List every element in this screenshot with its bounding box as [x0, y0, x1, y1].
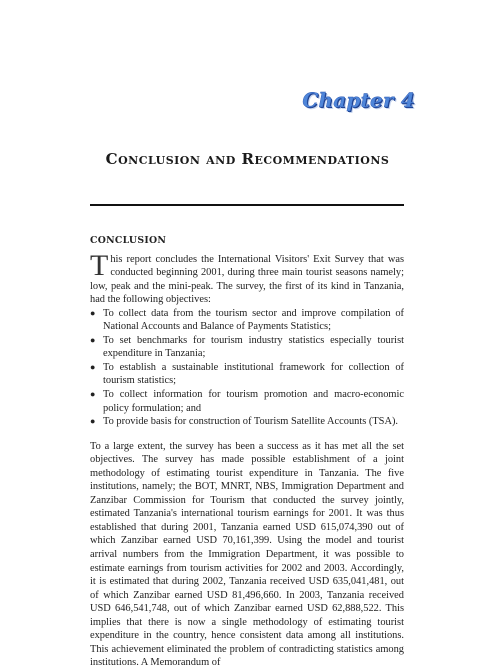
objective-text: To collect information for tourism promotion and macro-economic policy formulation; and	[103, 389, 404, 414]
objective-item	[90, 415, 404, 429]
bullet-icon: ●	[90, 416, 96, 427]
bullet-icon: ●	[90, 361, 96, 372]
body-paragraph: To a large extent, the survey has been a success as it has met all the set objectives. The survey has made possible establishment of a joint methodology of estimating tourist expenditure in Tanzania. The five institutions, namely; the BOT, MNRT, NBS, Immigration Department and Zanzibar Commission for Tourism that conducted the survey jointly, estimated Tanzania's international tourism earnings for 2001. It was thus established that during 2001, Tanzania earned USD 615,074,390 out of which Zanzibar earned USD 70,161,399. Using the model and tourist arrival numbers from the Immigration Department, it was possible to estimate earnings from tourism activities for 2002 and 2003. Accordingly, it is estimated that during 2002, Tanzania received USD 635,041,481, out of which Zanzibar earned USD 81,496,660. In 2003, Tanzania received USD 646,541,748, out of which Zanzibar earned USD 62,888,522. This implies that there is now a single methodology of estimating tourist expenditure in the country, hence consistent data among all institutions. This achievement eliminated the problem of contradicting statistics among institutions. A Memorandum of	[90, 440, 404, 669]
intro-text: his report concludes the International Visitors' Exit Survey that was conducted beginning 2001, during three main tourist seasons namely; low, peak and the mini-peak. The survey, the first of its kind in Tanzania, had the following objectives:	[90, 253, 404, 306]
title-divider	[90, 204, 404, 206]
objective-item	[90, 307, 404, 334]
objective-text: To collect data from the tourism sector and improve compilation of National Accounts and Balance of Payments Statistics;	[103, 307, 404, 333]
objective-item	[90, 334, 404, 361]
chapter-title: Conclusion and Recommendations	[105, 150, 390, 168]
bullet-icon: ●	[90, 389, 96, 400]
chapter-label: Chapter 4	[302, 88, 415, 112]
objective-item	[90, 361, 404, 388]
section-heading: CONCLUSION	[90, 235, 167, 246]
bullet-icon: ●	[90, 334, 96, 345]
objective-text: To establish a sustainable institutional framework for collection of tourism statistics;	[103, 361, 404, 387]
objective-text: To provide basis for construction of Tourism Satellite Accounts (TSA).	[103, 416, 399, 428]
main-content	[90, 234, 404, 670]
objective-item	[90, 388, 404, 415]
drop-cap: T	[90, 248, 109, 282]
objectives-list	[90, 307, 404, 429]
intro-paragraph	[90, 248, 404, 307]
bullet-icon: ●	[90, 307, 96, 318]
objective-text: To set benchmarks for tourism industry statistics especially tourist expenditure in Tanzania;	[103, 334, 404, 360]
